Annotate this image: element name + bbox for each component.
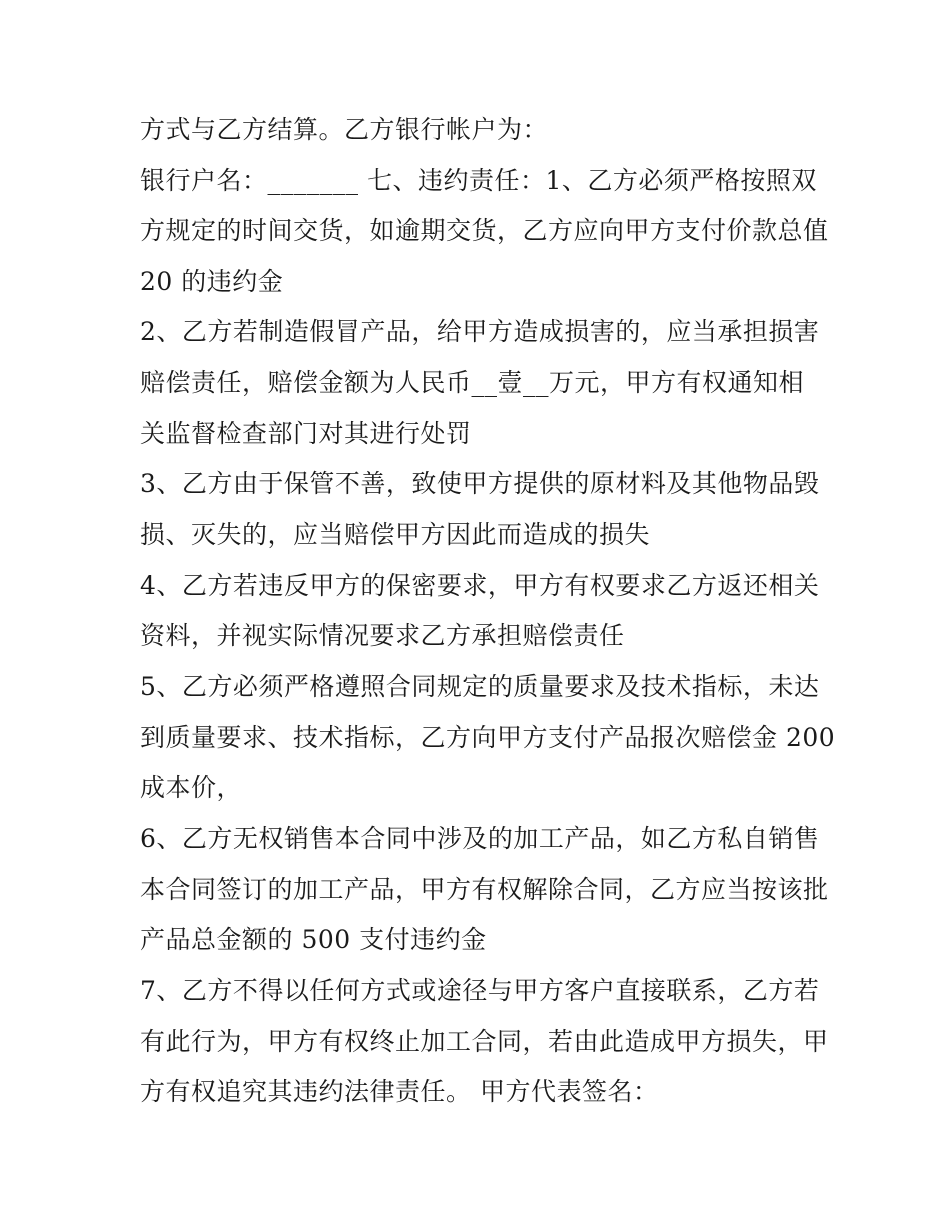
text-line: 本合同签订的加工产品，甲方有权解除合同，乙方应当按该批 xyxy=(140,875,829,904)
text-line: 赔偿责任，赔偿金额为人民币__壹__万元，甲方有权通知相 xyxy=(140,368,805,397)
text-line: 成本价， xyxy=(140,773,243,802)
text-line: 方有权追究其违约法律责任。 甲方代表签名： xyxy=(140,1077,659,1106)
text-line: 4、乙方若违反甲方的保密要求，甲方有权要求乙方返还相关 xyxy=(140,571,820,600)
text-line: 方式与乙方结算。乙方银行帐户为： xyxy=(140,115,549,144)
text-line: 5、乙方必须严格遵照合同规定的质量要求及技术指标，未达 xyxy=(140,672,820,701)
text-line: 3、乙方由于保管不善，致使甲方提供的原材料及其他物品毁 xyxy=(140,469,820,498)
text-line: 银行户名：_______ 七、违约责任：1、乙方必须严格按照双 xyxy=(140,166,817,195)
text-line: 损、灭失的，应当赔偿甲方因此而造成的损失 xyxy=(140,520,651,549)
text-line: 到质量要求、技术指标，乙方向甲方支付产品报次赔偿金 200 xyxy=(140,723,836,752)
text-line: 7、乙方不得以任何方式或途径与甲方客户直接联系，乙方若 xyxy=(140,976,820,1005)
text-line: 有此行为，甲方有权终止加工合同，若由此造成甲方损失，甲 xyxy=(140,1027,829,1056)
text-line: 20 的违约金 xyxy=(140,267,284,296)
text-line: 资料，并视实际情况要求乙方承担赔偿责任 xyxy=(140,621,625,650)
text-line: 方规定的时间交货，如逾期交货，乙方应向甲方支付价款总值 xyxy=(140,216,829,245)
text-line: 关监督检查部门对其进行处罚 xyxy=(140,419,472,448)
text-line: 2、乙方若制造假冒产品，给甲方造成损害的，应当承担损害 xyxy=(140,317,820,346)
text-line: 6、乙方无权销售本合同中涉及的加工产品，如乙方私自销售 xyxy=(140,824,820,853)
text-line: 产品总金额的 500 支付违约金 xyxy=(140,925,487,954)
